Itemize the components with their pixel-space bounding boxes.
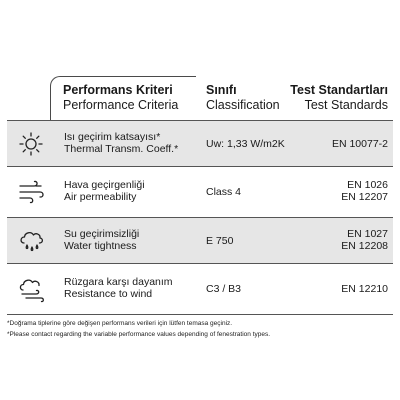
header-class-tr: Sınıfı [206, 83, 237, 97]
table-bottom-line [7, 314, 393, 315]
header-criteria-en: Performance Criteria [63, 98, 179, 112]
criteria-tr: Rüzgara karşı dayanım [64, 276, 173, 288]
standard-value: EN 12207 [341, 191, 388, 203]
criteria-en: Resistance to wind [64, 288, 153, 300]
standard-value: EN 10077-2 [331, 138, 388, 150]
table-row [7, 121, 393, 166]
classification-value: Class 4 [206, 186, 242, 198]
classification-value: E 750 [206, 235, 234, 247]
footnote-en: *Please contact regarding the variable performance values depending of fenestration types. [7, 331, 271, 338]
criteria-tr: Isı geçirim katsayısı* [64, 131, 161, 143]
criteria-tr: Su geçirimsizliği [64, 228, 140, 240]
criteria-en: Water tightness [64, 240, 137, 252]
table-row [7, 264, 393, 314]
footnote-tr: *Doğrama tiplerine göre değişen performans verileri için lütfen temasa geçiniz. [7, 320, 233, 327]
classification-value: C3 / B3 [206, 283, 242, 295]
criteria-en: Air permeability [64, 191, 137, 203]
standard-value: EN 12210 [341, 283, 388, 295]
classification-value: Uw: 1,33 W/m2K [206, 138, 285, 150]
wind-icon [17, 178, 45, 206]
rain-cloud-icon [17, 227, 45, 255]
wind-cloud-icon [17, 275, 45, 303]
header-std-tr: Test Standartları [290, 83, 388, 97]
standard-value: EN 12208 [341, 240, 388, 252]
criteria-en: Thermal Transm. Coeff.* [64, 143, 179, 155]
table-row [7, 218, 393, 263]
header-class-en: Classification [206, 98, 280, 112]
table-row [7, 167, 393, 217]
header-std-en: Test Standards [304, 98, 388, 112]
sun-icon [17, 130, 45, 158]
criteria-tr: Hava geçirgenliği [64, 179, 145, 191]
standard-value: EN 1026 [347, 179, 388, 191]
header-criteria-tr: Performans Kriteri [63, 83, 173, 97]
standard-value: EN 1027 [347, 228, 388, 240]
